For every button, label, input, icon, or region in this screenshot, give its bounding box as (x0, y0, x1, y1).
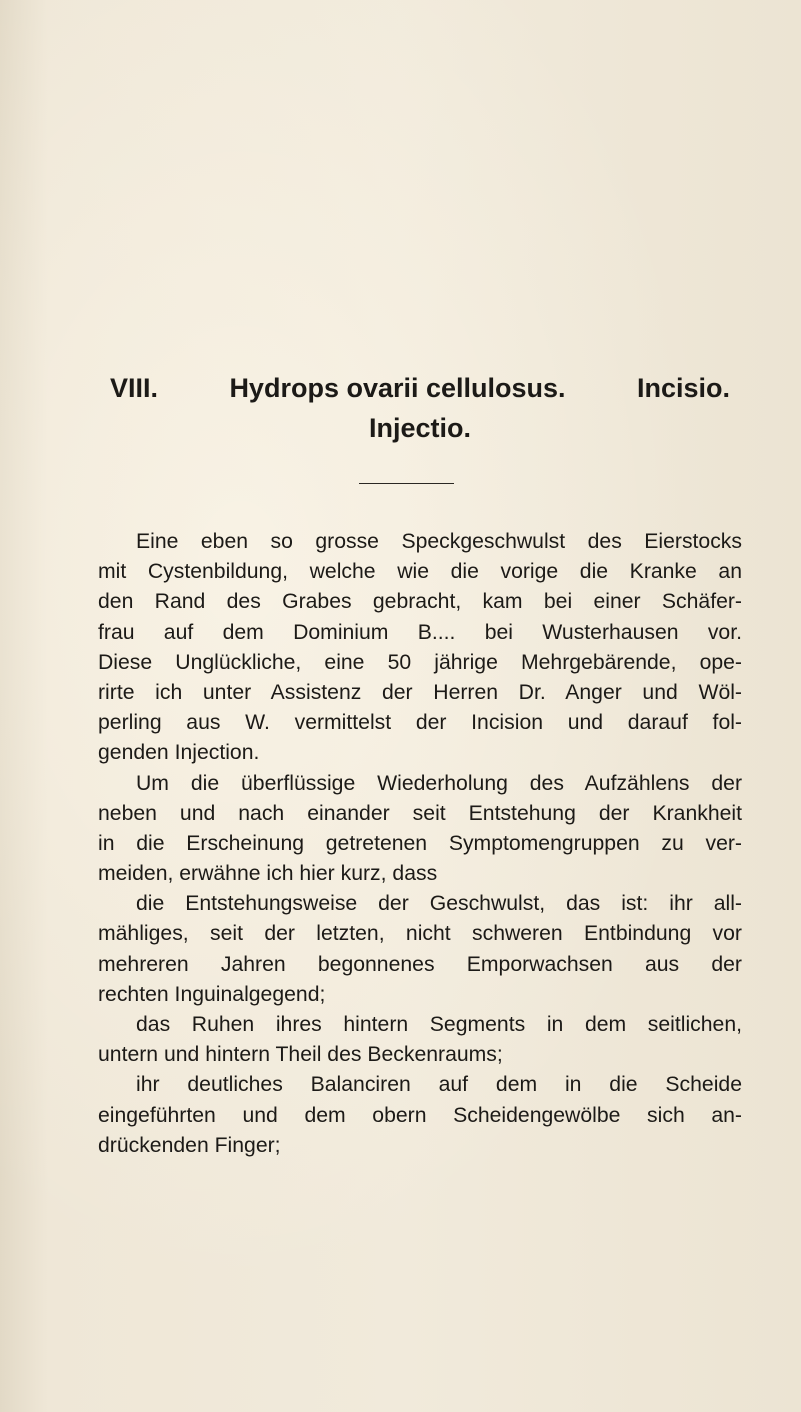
chapter-title-part-1: Hydrops ovarii cellulosus. (229, 373, 566, 403)
text-line: eingeführten und dem obern Scheidengewölbe sich an- (98, 1103, 742, 1127)
text-line: die Entstehungsweise der Geschwulst, das ist: ihr all- (136, 892, 742, 916)
text-line: Eine eben so grosse Speckgeschwulst des Eierstocks (136, 530, 742, 553)
text-line: rirte ich unter Assistenz der Herren Dr. Anger und Wöl- (98, 680, 742, 704)
text-line: rechten Inguinalgegend; (98, 982, 326, 1006)
text-line: ihr deutliches Balanciren auf dem in die Scheide (136, 1073, 742, 1097)
text-line: Diese Unglückliche, eine 50 jährige Mehrgebärende, ope- (98, 650, 742, 674)
text-line: mit Cystenbildung, welche wie die vorige die Kranke an (98, 560, 742, 584)
text-line: mähliges, seit der letzten, nicht schweren Entbindung vor (98, 922, 742, 946)
chapter-heading (110, 368, 730, 448)
chapter-number: VIII. (110, 373, 159, 403)
text-line: in die Erscheinung getretenen Symptomengruppen zu ver- (98, 831, 742, 855)
text-line: Um die überflüssige Wiederholung des Aufzählens der (136, 771, 742, 795)
chapter-heading-line-2: Injectio. (368, 413, 471, 443)
text-line: neben und nach einander seit Entstehung der Krankheit (98, 801, 742, 825)
text-line: genden Injection. (98, 741, 260, 765)
text-line: den Rand des Grabes gebracht, kam bei einer Schäfer- (98, 590, 742, 614)
body-text (98, 527, 742, 1161)
text-line: drückenden Finger; (98, 1133, 281, 1157)
text-line: meiden, erwähne ich hier kurz, dass (98, 862, 438, 886)
text-line: untern und hintern Theil des Beckenraums; (98, 1043, 503, 1067)
text-line: mehreren Jahren begonnenes Emporwachsen aus der (98, 952, 742, 976)
chapter-heading-line-1 (110, 368, 730, 408)
text-line: perling aus W. vermittelst der Incision und darauf fol- (98, 711, 742, 735)
chapter-title-part-2: Incisio. (636, 373, 730, 403)
text-line: das Ruhen ihres hintern Segments in dem seitlichen, (136, 1013, 742, 1036)
heading-divider (359, 483, 454, 484)
text-line: frau auf dem Dominium B.... bei Wusterhausen vor. (98, 620, 742, 644)
